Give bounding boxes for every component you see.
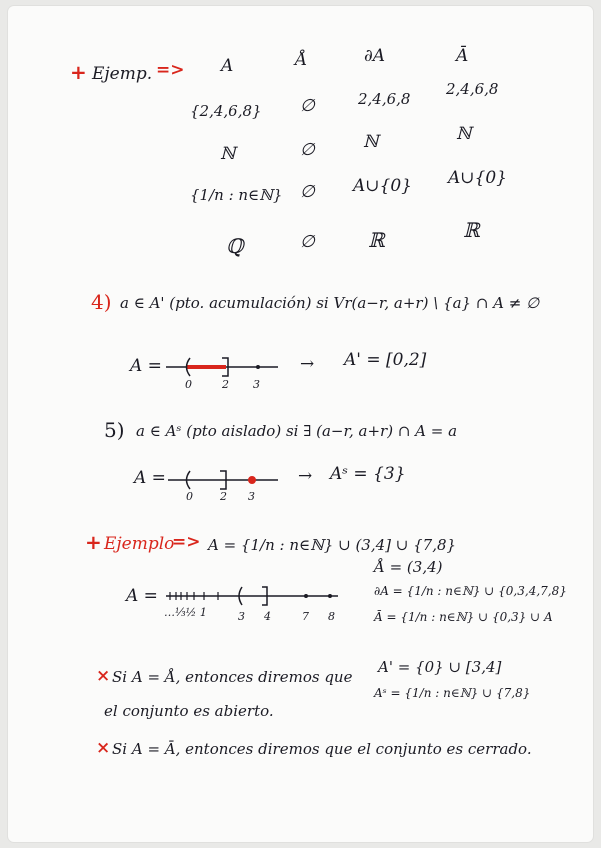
set-label: A =: [126, 586, 158, 606]
cell-set: ℚ: [226, 234, 244, 258]
tick-label: …⅓½ 1: [164, 606, 207, 619]
definition-number: 5): [104, 418, 125, 442]
tick-label: 3: [253, 378, 260, 391]
cell-boundary: A∪{0}: [353, 176, 412, 196]
cell-interior: ∅: [300, 232, 315, 252]
result-closure: Ā = {1/n : n∈ℕ} ∪ {0,3} ∪ A: [374, 610, 553, 624]
tick-label: 2: [222, 378, 229, 391]
cell-boundary: ℕ: [363, 132, 379, 152]
cell-boundary: 2,4,6,8: [358, 90, 411, 108]
note-text: Si A = Å, entonces diremos que: [112, 668, 353, 686]
arrow: →: [300, 354, 315, 374]
arrow: →: [298, 466, 313, 486]
notebook-page: [8, 6, 593, 842]
result-isolated: Aˢ = {1/n : n∈ℕ} ∪ {7,8}: [374, 686, 531, 700]
cell-interior: ∅: [300, 182, 315, 202]
tick-label: 3: [238, 610, 245, 623]
cell-set: {2,4,6,8}: [190, 102, 262, 120]
cell-set: {1/n : n∈ℕ}: [190, 186, 283, 204]
cell-closure: ℕ: [456, 124, 472, 144]
header-closure: Ā: [456, 46, 469, 66]
tick-label: 7: [302, 610, 309, 623]
cell-closure: A∪{0}: [448, 168, 507, 188]
cross-icon: ×: [96, 666, 111, 686]
definition-text: a ∈ Aˢ (pto aislado) si ∃ (a−r, a+r) ∩ A = a: [136, 422, 458, 440]
tick-label: 3: [248, 490, 255, 503]
header-set: A: [221, 56, 234, 76]
tick-label: 2: [220, 490, 227, 503]
cell-boundary: ℝ: [368, 228, 385, 252]
result-accumulation: A' = {0} ∪ [3,4]: [378, 658, 502, 676]
plus-mark: +: [85, 530, 102, 554]
implies-arrow: =>: [156, 60, 185, 80]
result-boundary: ∂A = {1/n : n∈ℕ} ∪ {0,3,4,7,8}: [374, 584, 567, 598]
set-label: A =: [130, 356, 162, 376]
header-interior: Å: [295, 50, 308, 70]
result-text: Aˢ = {3}: [330, 464, 406, 484]
tick-label: 0: [185, 378, 192, 391]
implies-arrow: =>: [172, 532, 201, 552]
note-text-continued: el conjunto es abierto.: [104, 702, 274, 720]
example-label: Ejemplo: [104, 534, 175, 554]
tick-label: 4: [264, 610, 271, 623]
example-definition: A = {1/n : n∈ℕ} ∪ (3,4] ∪ {7,8}: [208, 536, 457, 554]
cell-closure: ℝ: [463, 218, 480, 242]
cross-icon: ×: [96, 738, 111, 758]
example-label: Ejemp.: [92, 64, 153, 84]
plus-mark: +: [70, 60, 87, 84]
result-interior: Å = (3,4): [374, 558, 443, 576]
cell-closure: 2,4,6,8: [446, 80, 499, 98]
cell-set: ℕ: [220, 144, 236, 164]
set-label: A =: [134, 468, 166, 488]
definition-number: 4): [91, 290, 112, 314]
cell-interior: ∅: [300, 140, 315, 160]
definition-text: a ∈ A' (pto. acumulación) si Vr(a−r, a+r) \ {a} ∩ A ≠ ∅: [120, 294, 540, 312]
result-text: A' = [0,2]: [344, 350, 427, 370]
cell-interior: ∅: [300, 96, 315, 116]
header-boundary: ∂A: [364, 46, 386, 66]
note-text: Si A = Ā, entonces diremos que el conjunto es cerrado.: [112, 740, 532, 758]
tick-label: 0: [186, 490, 193, 503]
tick-label: 8: [328, 610, 335, 623]
